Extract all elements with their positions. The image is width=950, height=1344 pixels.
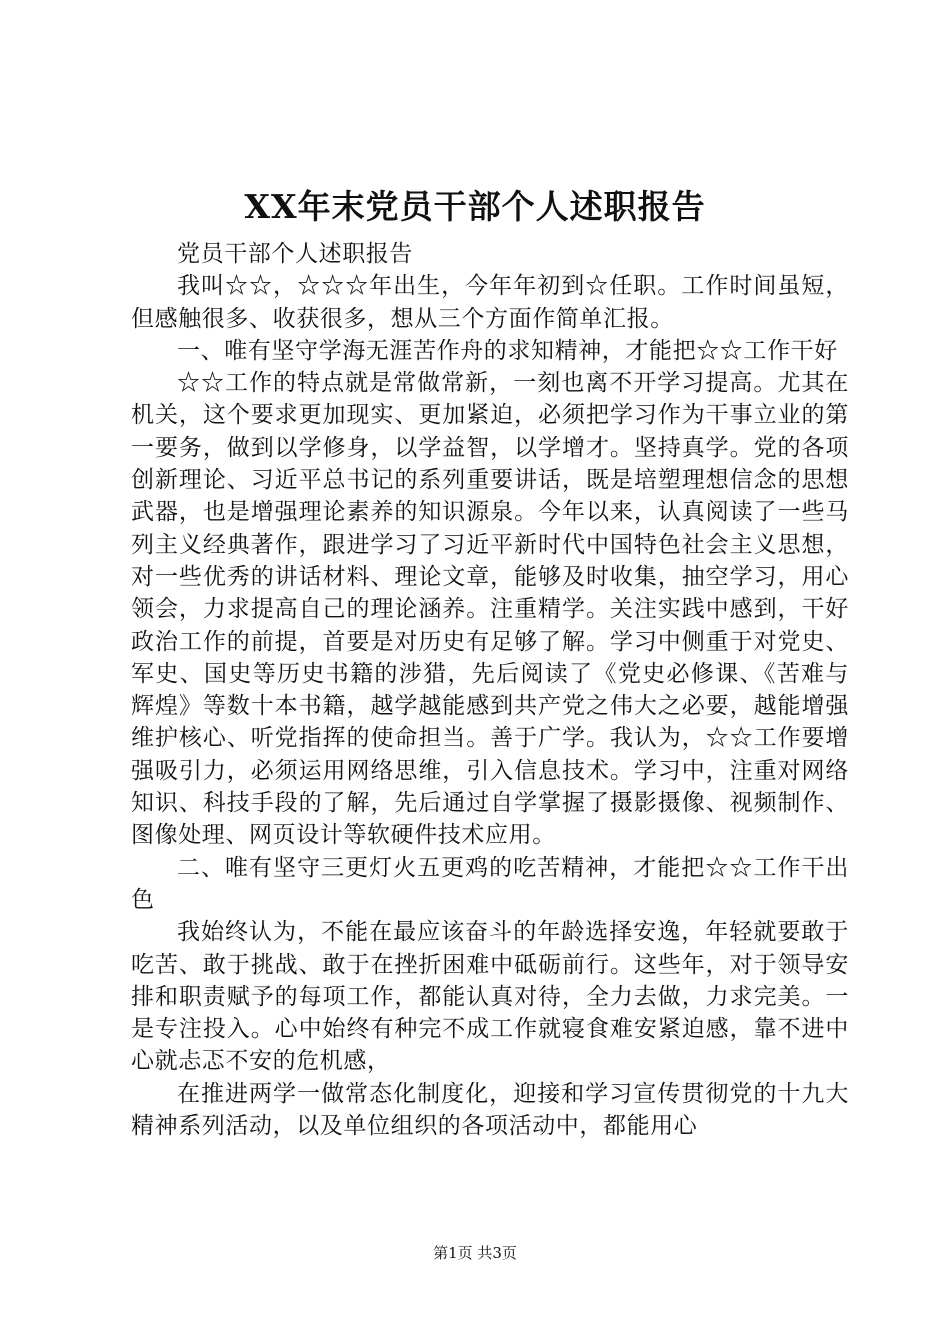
paragraph-section-2-continued: 在推进两学一做常态化制度化，迎接和学习宣传贯彻党的十九大精神系列活动，以及单位组织的各项活动中，都能用心 — [131, 1080, 849, 1140]
section-heading-2: 二、唯有坚守三更灯火五更鸡的吃苦精神，才能把☆☆工作干出色 — [131, 854, 849, 913]
page-number-footer: 第1页 共3页 — [433, 1244, 517, 1262]
section-heading-1: 一、唯有坚守学海无涯苦作舟的求知精神，才能把☆☆工作干好 — [177, 337, 838, 364]
document-title: XX年末党员干部个人述职报告 — [244, 187, 706, 226]
paragraph-intro: 我叫☆☆，☆☆☆年出生，今年年初到☆任职。工作时间虽短，但感触很多、收获很多，想从三个方面作简单汇报。 — [131, 273, 849, 332]
paragraph-section-1-body: ☆☆工作的特点就是常做常新，一刻也离不开学习提高。尤其在机关，这个要求更加现实、更加紧迫，必须把学习作为干事立业的第一要务，做到以学修身，以学益智，以学增才。坚持真学。党的各项创新理论、习近平总书记的系列重要讲话，既是培塑理想信念的思想武器，也是增强理论素养的知识源泉。今年以来，认真阅读了一些马列主义经典著作，跟进学习了习近平新时代中国特色社会主义思想，对一些优秀的讲话材料、理论文章，能够及时收集，抽空学习，用心领会，力求提高自己的理论涵养。注重精学。关注实践中感到，干好政治工作的前提，首要是对历史有足够了解。学习中侧重于对党史、军史、国史等历史书籍的涉猎，先后阅读了《党史必修课、《苦难与辉煌》等数十本书籍，越学越能感到共产党之伟大之必要，越能增强维护核心、听党指挥的使命担当。善于广学。我认为，☆☆工作要增强吸引力，必须运用网络思维，引入信息技术。学习中，注重对网络知识、科技手段的了解，先后通过自学掌握了摄影摄像、视频制作、图像处理、网页设计等软硬件技术应用。 — [131, 370, 849, 849]
paragraph-subtitle: 党员干部个人述职报告 — [177, 241, 413, 267]
paragraph-section-2-body: 我始终认为，不能在最应该奋斗的年龄选择安逸，年轻就要敢于吃苦、敢于挑战、敢于在挫折困难中砥砺前行。这些年，对于领导安排和职责赋予的每项工作，都能认真对待，全力去做，力求完美。一是专注投入。心中始终有种完不成工作就寝食难安紧迫感，靠不进中心就忐忑不安的危机感， — [131, 919, 849, 1075]
document-body — [131, 238, 849, 1142]
